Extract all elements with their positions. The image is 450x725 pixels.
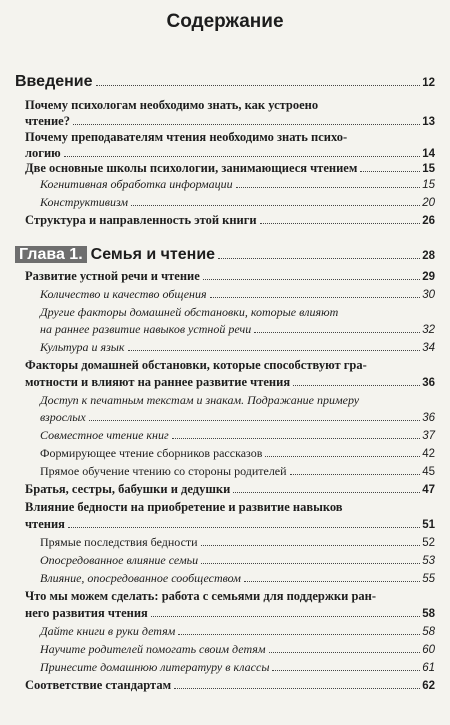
toc-entry-line: Почему психологам необходимо знать, как устроено [25,98,319,112]
toc-entry-line: на раннее развитие навыков устной речи [40,322,252,336]
toc-entry-label: Культура и язык [40,340,125,354]
page-number: 15 [422,179,435,191]
toc-subentry[interactable] [15,552,435,570]
toc-subentry[interactable] [15,427,435,445]
toc-entry[interactable] [15,268,435,286]
dot-leader [131,205,420,206]
page-number: 12 [422,77,435,89]
dot-leader [96,85,421,86]
toc-entry-label: Конструктивизм [40,195,128,209]
page-number: 52 [422,537,435,549]
dot-leader [201,563,420,564]
toc-entry-line: чтения [25,517,65,531]
page-number: 60 [422,644,435,656]
dot-leader [68,527,420,528]
toc-entry-line: него развития чтения [25,606,148,620]
toc-subentry[interactable] [15,623,435,641]
page-title: Содержание [166,11,284,32]
toc-entry[interactable] [15,357,435,392]
toc-entry-label: Формирующее чтение сборников рассказов [40,446,263,460]
dot-leader [178,634,420,635]
toc-entry-line: Что мы можем сделать: работа с семьями для поддержки ран- [25,589,377,603]
toc-entry-label: Принесите домашнюю литературу в классы [40,660,270,674]
toc-entry-label: Опосредованное влияние семьи [40,553,199,567]
toc-subentry[interactable] [15,570,435,588]
dot-leader [244,581,420,582]
toc-entry[interactable] [15,212,435,230]
toc-entry-line: логию [25,146,61,160]
toc-entry-label: Развитие устной речи и чтение [25,269,200,283]
toc-entry-line: Почему преподавателям чтения необходимо знать психо- [25,130,348,144]
chapter-title: Семья и чтение [90,246,216,263]
toc-entry-line: Влияние бедности на приобретение и развитие навыков [25,500,343,514]
toc-entry-label: Две основные школы психологии, занимающиеся чтением [25,161,358,175]
page-number: 15 [422,163,435,175]
toc-entry-label: Структура и направленность этой книги [25,213,257,227]
page-number: 45 [422,466,435,478]
page-number: 51 [422,519,435,531]
toc-entry[interactable] [15,588,435,623]
dot-leader [174,688,420,689]
page-number: 26 [422,215,435,227]
toc-entry-line: мотности и влияют на раннее развитие чтения [25,375,291,389]
toc-entry-label: Научите родителей помогать своим детям [40,642,266,656]
toc-entry-label: Прямое обучение чтению со стороны родителей [40,464,287,478]
toc-entry-label: Введение [15,73,93,90]
toc-subentry[interactable] [15,286,435,304]
toc-entry-line: чтение? [25,114,70,128]
dot-leader [360,171,420,172]
dot-leader [265,456,420,457]
dot-leader [210,297,421,298]
page-number: 58 [422,626,435,638]
toc-entry-label: Соответствие стандартам [25,678,172,692]
dot-leader [293,385,420,386]
page-number: 29 [422,271,435,283]
page-number: 36 [422,412,435,424]
toc-subentry[interactable] [15,641,435,659]
page-number: 58 [422,608,435,620]
toc-subentry[interactable] [15,445,435,463]
dot-leader [151,616,420,617]
page-number: 34 [422,342,435,354]
dot-leader [73,124,420,125]
page-number: 61 [422,662,435,674]
toc-entry-line: Другие факторы домашней обстановки, которые влияют [40,305,339,319]
toc-entry-line: взрослых [40,410,86,424]
page-number: 30 [422,289,435,301]
dot-leader [269,652,421,653]
table-of-contents [15,73,435,695]
toc-subentry[interactable] [15,304,435,339]
page-number: 47 [422,484,435,496]
dot-leader [260,223,421,224]
toc-entry[interactable] [15,481,435,499]
toc-entry-line: Доступ к печатным текстам и знакам. Подражание примеру [40,393,360,407]
toc-subentry[interactable] [15,176,435,194]
page-number: 14 [422,148,435,160]
toc-entry-label: Братья, сестры, бабушки и дедушки [25,482,231,496]
page-number: 36 [422,377,435,389]
toc-entry[interactable] [15,499,435,534]
toc-entry-introduction[interactable] [15,73,435,91]
chapter-badge: Глава 1. [15,246,87,263]
dot-leader [236,187,421,188]
toc-entry-label: Влияние, опосредованное сообществом [40,571,241,585]
toc-entry-label: Количество и качество общения [40,287,207,301]
dot-leader [172,438,421,439]
toc-entry-chapter-1[interactable] [15,246,435,264]
toc-entry[interactable] [15,677,435,695]
toc-entry-label: Дайте книги в руки детям [40,624,176,638]
page-number: 32 [422,324,435,336]
toc-subentry[interactable] [15,659,435,677]
page-number: 13 [422,116,435,128]
toc-subentry[interactable] [15,463,435,481]
toc-entry-label: Когнитивная обработка информации [40,177,233,191]
toc-entry-label: Совместное чтение книг [40,428,169,442]
toc-entry[interactable] [15,129,435,161]
page-number: 42 [422,448,435,460]
dot-leader [64,156,421,157]
toc-entry[interactable] [15,97,435,129]
page-number: 20 [422,197,435,209]
dot-leader [272,670,420,671]
dot-leader [203,279,420,280]
dot-leader [128,350,421,351]
dot-leader [218,258,420,259]
dot-leader [89,420,420,421]
page-number: 28 [422,250,435,262]
toc-entry-line: Факторы домашней обстановки, которые способствуют гра- [25,358,367,372]
toc-subentry[interactable] [15,534,435,552]
toc-subentry[interactable] [15,392,435,427]
dot-leader [201,545,421,546]
dot-leader [290,474,421,475]
dot-leader [254,332,420,333]
page-number: 62 [422,680,435,692]
toc-entry[interactable] [15,161,435,176]
page-number: 53 [422,555,435,567]
toc-entry-label: Прямые последствия бедности [40,535,198,549]
page-number: 55 [422,573,435,585]
page-number: 37 [422,430,435,442]
toc-subentry[interactable] [15,194,435,212]
toc-subentry[interactable] [15,339,435,357]
dot-leader [233,492,420,493]
